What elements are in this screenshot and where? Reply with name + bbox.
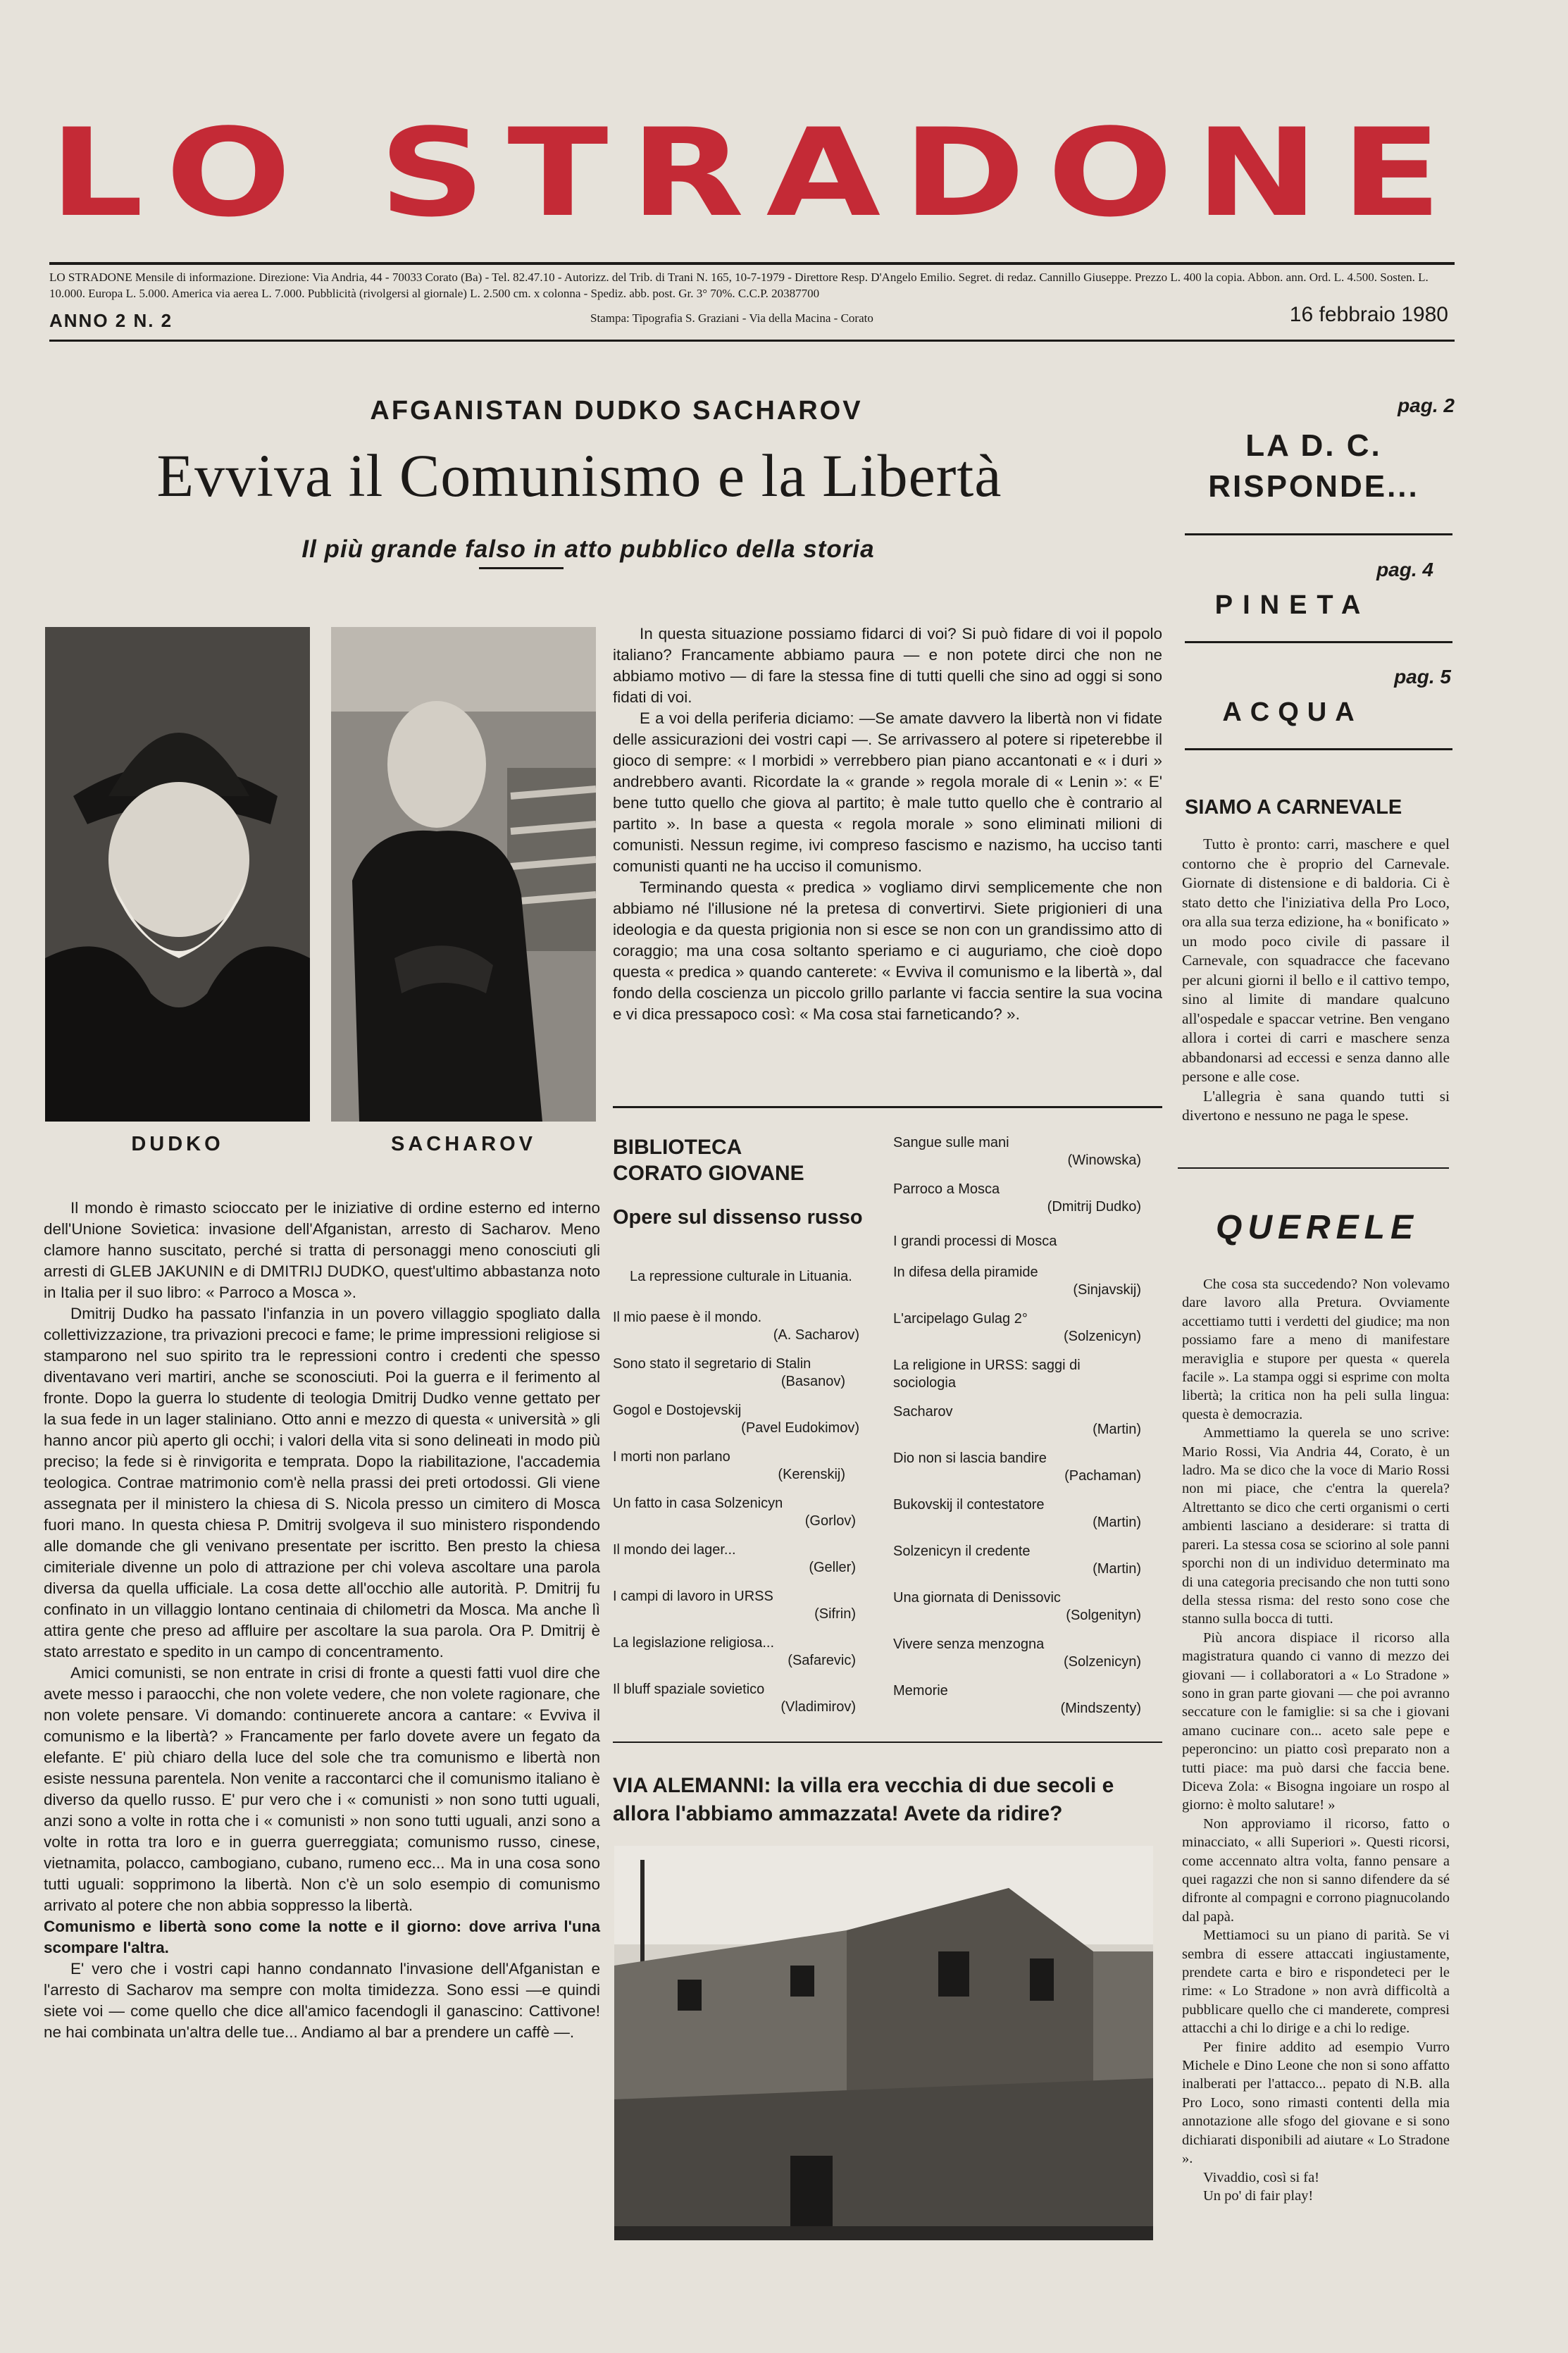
book-title: Parroco a Mosca [893,1181,1000,1197]
subhead-underline [479,567,564,569]
querele-paragraph: Vivaddio, così si fa! [1203,2169,1320,2185]
book-author: (Basanov) [780,1374,845,1389]
book-title: Memorie [893,1683,948,1699]
querele-paragraph: Ammettiamo la querela se uno scrive: Mario Rossi, Via Andria 44, Corato, è un ladro. Ma se dico che la voce di Mario Rossi non mi piace, che c'entra la querela? Altrettanto se dico che certi organismi o certi ambienti lasciano a desiderare: si tratta di pareri. La stessa cosa se sciorino al sole panni sporchi non di un individuo determinato ma di una categoria precisando che non tutti sono della stessa risma: del resto sono cose che stanno sulla bocca di tutti. [1182,1425,1450,1627]
book-item [613,1448,845,1484]
book-title: Il mondo dei lager... [613,1542,736,1558]
masthead-letter: T [507,101,621,244]
lead-paragraph: Il mondo è rimasto scioccato per le iniziative di ordine esterno ed interno dell'Unione Sovietica: invasione dell'Afganistan, arresto di Sacharov. Meno clamore hanno suscitato, perché si tratta di personaggi meno conosciuti gli arresti di GLEB JAKUNIN e di DMITRIJ DUDKO, quest'ultimo abbastanza noto in Italia per il suo libro: « Parroco a Mosca ». [44,1199,600,1301]
book-author: (Martin) [1093,1515,1141,1530]
biblioteca-title-line2: CORATO GIOVANE [613,1162,804,1185]
carnevale-body [1182,835,1450,1126]
querele-title: QUERELE [1215,1209,1419,1246]
book-title: L'arcipelago Gulag 2° [893,1311,1028,1327]
book-title: Sacharov [893,1404,953,1420]
book-author: (Solzenicyn) [1063,1329,1141,1344]
book-item [893,1181,1141,1216]
lead-paragraph: E' vero che i vostri capi hanno condannato l'invasione dell'Afganistan e l'arresto di Sacharov ma sempre con molta timidezza. Sono essi —e quindi siete voi — come quello che dice all'amico facendogli il ganascino: Cattivone! ne hai combinata un'altra delle tue... Andiamo al bar a prendere un caffè —. [44,1960,600,2041]
alemanni-villa-photo [614,1846,1153,2240]
book-item [893,1403,1141,1439]
book-author: (Martin) [1093,1561,1141,1577]
book-item [893,1357,1141,1392]
lead-kicker: AFGANISTAN DUDKO SACHAROV [370,396,863,426]
book-title: Solzenicyn il credente [893,1544,1031,1559]
book-item [630,1268,873,1286]
book-title: Il bluff spaziale sovietico [613,1682,765,1697]
querele-paragraph: Che cosa sta succedendo? Non volevamo dare lavoro alla Pretura. Ovviamente accettiamo tutti i verdetti del giudice; ma non possiamo fare a meno di manifestare meraviglia e stupore per questa « querela facile ». La stampa oggi si esprime con molta libertà; la critica non ha peli sulla lingua: questa è democrazia. [1182,1277,1450,1422]
book-title: Un fatto in casa Solzenicyn [613,1496,783,1511]
book-item [893,1496,1141,1532]
book-title: I grandi processi di Mosca [893,1234,1057,1249]
sidebar-rule [1185,533,1452,535]
masthead-letter: L [49,101,156,244]
lead-paragraph: Dmitrij Dudko ha passato l'infanzia in un povero villaggio spogliato dalla collettivizzazione, tra privazioni precoci e fame; le prime impressioni religiose si stamparono nel suo spirito tra le repressioni contro i credenti che spesso diventavano veri martiri, anche se sconosciuti. Poi la guerra e il ferimento al fronte. Dopo la guerra lo studente di teologia Dmitrij Dudko venne gettato per la sua fede in un lager staliniano. Otto anni e mezzo di questa « università » gli hanno ancor più aperto gli occhi; i valori della vita si sono delineati in modo più preciso; la fede si è rinvigorita e temprata. Dopo la riabilitazione, l'accademia teologica. Contrae matrimonio com'è nella prassi dei preti ortodossi. Gli viene assegnata per il ministero la chiesa di S. Nicola presso un cimitero di Mosca fuori mano. In questa chiesa P. Dmitrij svolgeva il suo ministero rispondendo alle domande che gli venivano presentate per iscritto. Ben presto la chiesa cimiteriale divenne un polo di attrazione per chi voleva ascoltare una parola diversa da quella ufficiale. La cosa dette all'occhio alle autorità. P. Dmitrij fu confinato in un villaggio lontano centinaia di chilometri da Mosca. Ma anche lì attira gente che preso ad affluire per ascoltare la sua parola. Ora P. Dmitrij è stato arrestato e spedito in un campo di concentramento. [44,1305,600,1660]
book-author: (Pavel Eudokimov) [741,1420,859,1436]
querele-paragraph: Un po' di fair play! [1203,2187,1314,2204]
book-title: Dio non si lascia bandire [893,1451,1047,1466]
book-item [613,1588,856,1623]
book-item [893,1450,1141,1485]
book-author: (Sinjavskij) [1073,1282,1141,1298]
book-item [893,1636,1141,1671]
issue-number: ANNO 2 N. 2 [49,310,173,331]
book-title: Bukovskij il contestatore [893,1497,1045,1513]
book-title: Gogol e Dostojevskij [613,1403,742,1418]
book-item [613,1495,856,1530]
book-author: (Safarevic) [788,1653,856,1668]
book-title: La repressione culturale in Lituania. [630,1269,852,1284]
imprint: LO STRADONE Mensile di informazione. Direzione: Via Andria, 44 - 70033 Corato (Ba) - Tel. 82.47.10 - Autorizz. del Trib. di Trani N. 165, 10-7-1979 - Direttore Resp. D'Angelo Emilio. Segret. di redaz. Cannillo Giuseppe. Prezzo L. 400 la copia. Abbon. ann. Ord. L. 4.500. Sosten. L. 10.000. Europa L. 5.000. America via aerea L. 7.000. Pubblicità (rivolgersi al giornale) L. 2.500 cm. x colonna - Spediz. abb. post. Gr. 3° 70%. C.C.P. 20387700 [49,271,1429,300]
lead-right-column [613,623,1162,1025]
book-item [893,1233,1141,1250]
book-author: (Sifrin) [814,1606,856,1622]
book-title: Vivere senza menzogna [893,1637,1045,1652]
book-author: (A. Sacharov) [773,1327,859,1343]
lead-paragraph: Terminando questa « predica » vogliamo dirvi semplicemente che non abbiamo né l'illusione né la pretesa di convertirvi. Siete prigionieri di una ideologia e da questa prigionia non si esce se non con un grandissimo atto di coraggio; ma una cosa soltanto speriamo e ci auguriamo, che cioè dopo questa « predica » quando canterete: « Evviva il comunismo e la libertà », dal fondo della coscienza un piccolo grillo parlante vi faccia sentire la sua vocina e vi dica pressapoco così: « Ma cosa stai farneticando? ». [613,879,1162,1023]
carnevale-paragraph: Tutto è pronto: carri, maschere e quel contorno che è proprio del Carnevale. Giornate di distensione e di baldoria. Ci è stato detto che l'iniziativa della Pro Loco, ora alla sua terza edizione, ha « bonificato » un modo poco civile di passare il Carnevale, con squadracce che facevano per alcuni giorni il bello e il cattivo tempo, sino al limite di mandare qualcuno all'ospedale e spaccar vetrine. Ben vengano allora i cortei di carri e maschere senza abbandonarsi ad eccessi e senza danno alle persone e alle cose. [1182,836,1450,1085]
masthead-letter: R [630,101,757,244]
lead-end-rule [613,1106,1162,1108]
querele-paragraph: Mettiamoci su un piano di parità. Se vi sembra di essere attaccati ingiustamente, prendete carta e biro e rispondeteci per le rime: « Lo Stradone » non avrà difficoltà a pubblicare quello che ci manderete, compresi attacchi a chi lo dirige e a chi lo redige. [1182,1927,1450,2037]
sidebar-rule [1185,748,1452,750]
lead-bold-statement: Comunismo e libertà sono come la notte e il giorno: dove arriva l'una scompare l'altra. [44,1918,600,1956]
book-author: (Pachaman) [1064,1468,1141,1484]
sidebar-rule [1185,641,1452,643]
book-title: I morti non parlano [613,1449,730,1465]
sidebar-title-acqua: ACQUA [1222,697,1363,727]
querele-paragraph: Per finire addito ad esempio Vurro Michele e Dino Leone che non si sono affatto inalberati per l'attacco... pepato di N.B. alla Pro Loco, sono rimasti contenti della mia annotazione alle sfogo del giovane e si sono dichiarati disponibili ad aiutare « Lo Stradone ». [1182,2039,1450,2167]
book-title: Sangue sulle mani [893,1135,1009,1150]
masthead-letter: S [378,101,499,244]
sidebar-pag-5: pag. 5 [1394,666,1451,688]
masthead-bottom-rule [49,340,1455,342]
book-list-left [613,1268,873,1726]
book-author: (Gorlov) [804,1513,856,1529]
issue-date: 16 febbraio 1980 [1289,303,1448,326]
book-title: Sono stato il segretario di Stalin [613,1356,811,1372]
sidebar-title-pineta: PINETA [1214,590,1371,620]
biblioteca-title [613,1134,804,1186]
masthead-letter: D [902,101,1038,244]
book-title: La legislazione religiosa... [613,1635,775,1651]
lead-paragraph: Amici comunisti, se non entrate in crisi di fronte a questi fatti vuol dire che avete messo i paraocchi, che non volete vedere, che non volete ragionare, che non volete pensare. Vi domando: continuerete ancora a cantare: « Evviva il comunismo e la libertà? » Francamente per farlo dovete avere un fegato da elefante. E' più chiaro della luce del sole che tra comunismo e libertà non esiste nessuna parentela. Non venite a raccontarci che il comunismo italiano è diverso da quello russo. E' pur vero che i « comunisti » non sono tutti uguali, anzi sono a volte in rotta che i « comunisti » non sono tutti uguali, anzi sono a volte in rotta tra loro e in guerra guerreggiata; comunismo russo, cinese, vietnamita, polacco, cambogiano, cubano, rumeno ecc... Ma in una cosa sono tutti uguali: sopprimono la libertà. Non c'è un solo esempio di comunismo arrivato al potere che non abbia soppresso la libertà. [44,1664,600,1914]
biblioteca-end-rule [613,1742,1162,1743]
querele-paragraph: Più ancora dispiace il ricorso alla magistratura quando ci vanno di mezzo dei giovani — i collaboratori a « Lo Stradone » sono in gran parte giovani — che poi avranno seccature con le famiglie: si sa che i giovani amano cucinare con... aceto sale pepe e peperoncino: un piatto così preparato non a tutti piace: ma può darsi che faccia bene. Diceva Zola: « Bisogna ingoiare un rospo al giorno: è molto salutare! » [1182,1629,1450,1813]
lead-paragraph: E a voi della periferia diciamo: —Se amate davvero la libertà non vi fidate delle assicurazioni dei vostri capi —. Se arrivassero al potere si ripeterebbe il gioco di sempre: « I morbidi » verrebbero pian piano accantonati e « i duri » andrebbero avanti. Ricordate la « grande » regola morale di « Lenin »: « E' bene tutto quello che giova al partito; è male tutto quello che è contrario al partito ». In base a questa « regola morale » sono eliminati milioni di comunisti. Nessun regime, ivi compreso fascismo e nazismo, ha ucciso tanti comunisti quanti ne ha ucciso il comunismo. [613,709,1162,875]
sidebar-pag-2: pag. 2 [1398,395,1455,416]
lead-left-column [44,1198,600,2043]
masthead-title [49,101,1455,244]
book-author: (Martin) [1093,1422,1141,1437]
biblioteca-subtitle: Opere sul dissenso russo [613,1206,863,1229]
lead-subhead: Il più grande falso in atto pubblico della storia [301,535,875,563]
book-author: (Mindszenty) [1060,1701,1141,1716]
book-item [893,1310,1141,1346]
book-title: Il mio paese è il mondo. [613,1310,762,1325]
book-item [893,1264,1141,1299]
book-item [613,1541,856,1577]
printer-line: Stampa: Tipografia S. Graziani - Via della Macina - Corato [590,311,873,325]
carnevale-title: SIAMO A CARNEVALE [1185,796,1402,819]
book-author: (Kerenskij) [778,1467,845,1482]
dudko-caption: DUDKO [131,1133,224,1155]
book-title: In difesa della piramide [893,1265,1038,1280]
sidebar-title-dc: LA D. C. RISPONDE... [1208,428,1419,504]
book-title: I campi di lavoro in URSS [613,1589,773,1604]
book-author: (Solgenityn) [1066,1608,1141,1623]
querele-paragraph: Non approviamo il ricorso, fatto o minacciato, « alli Superiori ». Questi ricorsi, come accennato altra volta, fanno pensare a quei ragazzi che non si sanno difendere da sé difronte al compagni e corrono piagnucolando dal papà. [1182,1815,1450,1925]
masthead-rule [49,262,1455,265]
sidebar-pag-4: pag. 4 [1376,559,1433,581]
alemanni-headline: VIA ALEMANNI: la villa era vecchia di due secoli e allora l'abbiamo ammazzata! Avete da ridire? [613,1774,1114,1825]
book-author: (Dmitrij Dudko) [1047,1199,1141,1215]
masthead-letter: O [1047,101,1186,244]
book-item [613,1402,859,1437]
book-title: Una giornata di Denissovic [893,1590,1061,1606]
masthead-letter: E [1340,101,1455,244]
book-item [613,1634,856,1670]
lead-headline: Evviva il Comunismo e la Libertà [156,442,1002,509]
book-list-right [893,1134,1141,1726]
sidebar-rule [1178,1167,1449,1169]
sacharov-photo [331,627,596,1122]
book-author: (Geller) [809,1560,856,1575]
masthead-letter: N [1195,101,1332,244]
querele-body [1182,1275,1450,2205]
book-author: (Winowska) [1067,1153,1141,1168]
book-item [893,1589,1141,1625]
book-item [893,1682,1141,1718]
sacharov-caption: SACHAROV [391,1133,536,1155]
book-author: (Solzenicyn) [1063,1654,1141,1670]
biblioteca-title-line1: BIBLIOTECA [613,1136,742,1159]
masthead-letter: A [766,101,894,244]
book-item [613,1681,856,1716]
book-item [893,1134,1141,1169]
lead-paragraph: In questa situazione possiamo fidarci di voi? Si può fidare di voi il popolo italiano? Francamente abbiamo paura — e non potete dirci che non ne abbiamo motivo — di fare la stessa fine di tutti quelli che sino ad oggi si sono fidati di voi. [613,625,1162,706]
book-item [613,1355,845,1391]
book-author: (Vladimirov) [780,1699,856,1715]
dudko-photo [45,627,310,1122]
book-title: La religione in URSS: saggi di sociologia [893,1358,1081,1391]
book-item [613,1309,859,1344]
masthead-letter: O [166,101,304,244]
book-item [893,1543,1141,1578]
carnevale-paragraph: L'allegria è sana quando tutti si divertono e nessuno ne paga le spese. [1182,1087,1450,1124]
